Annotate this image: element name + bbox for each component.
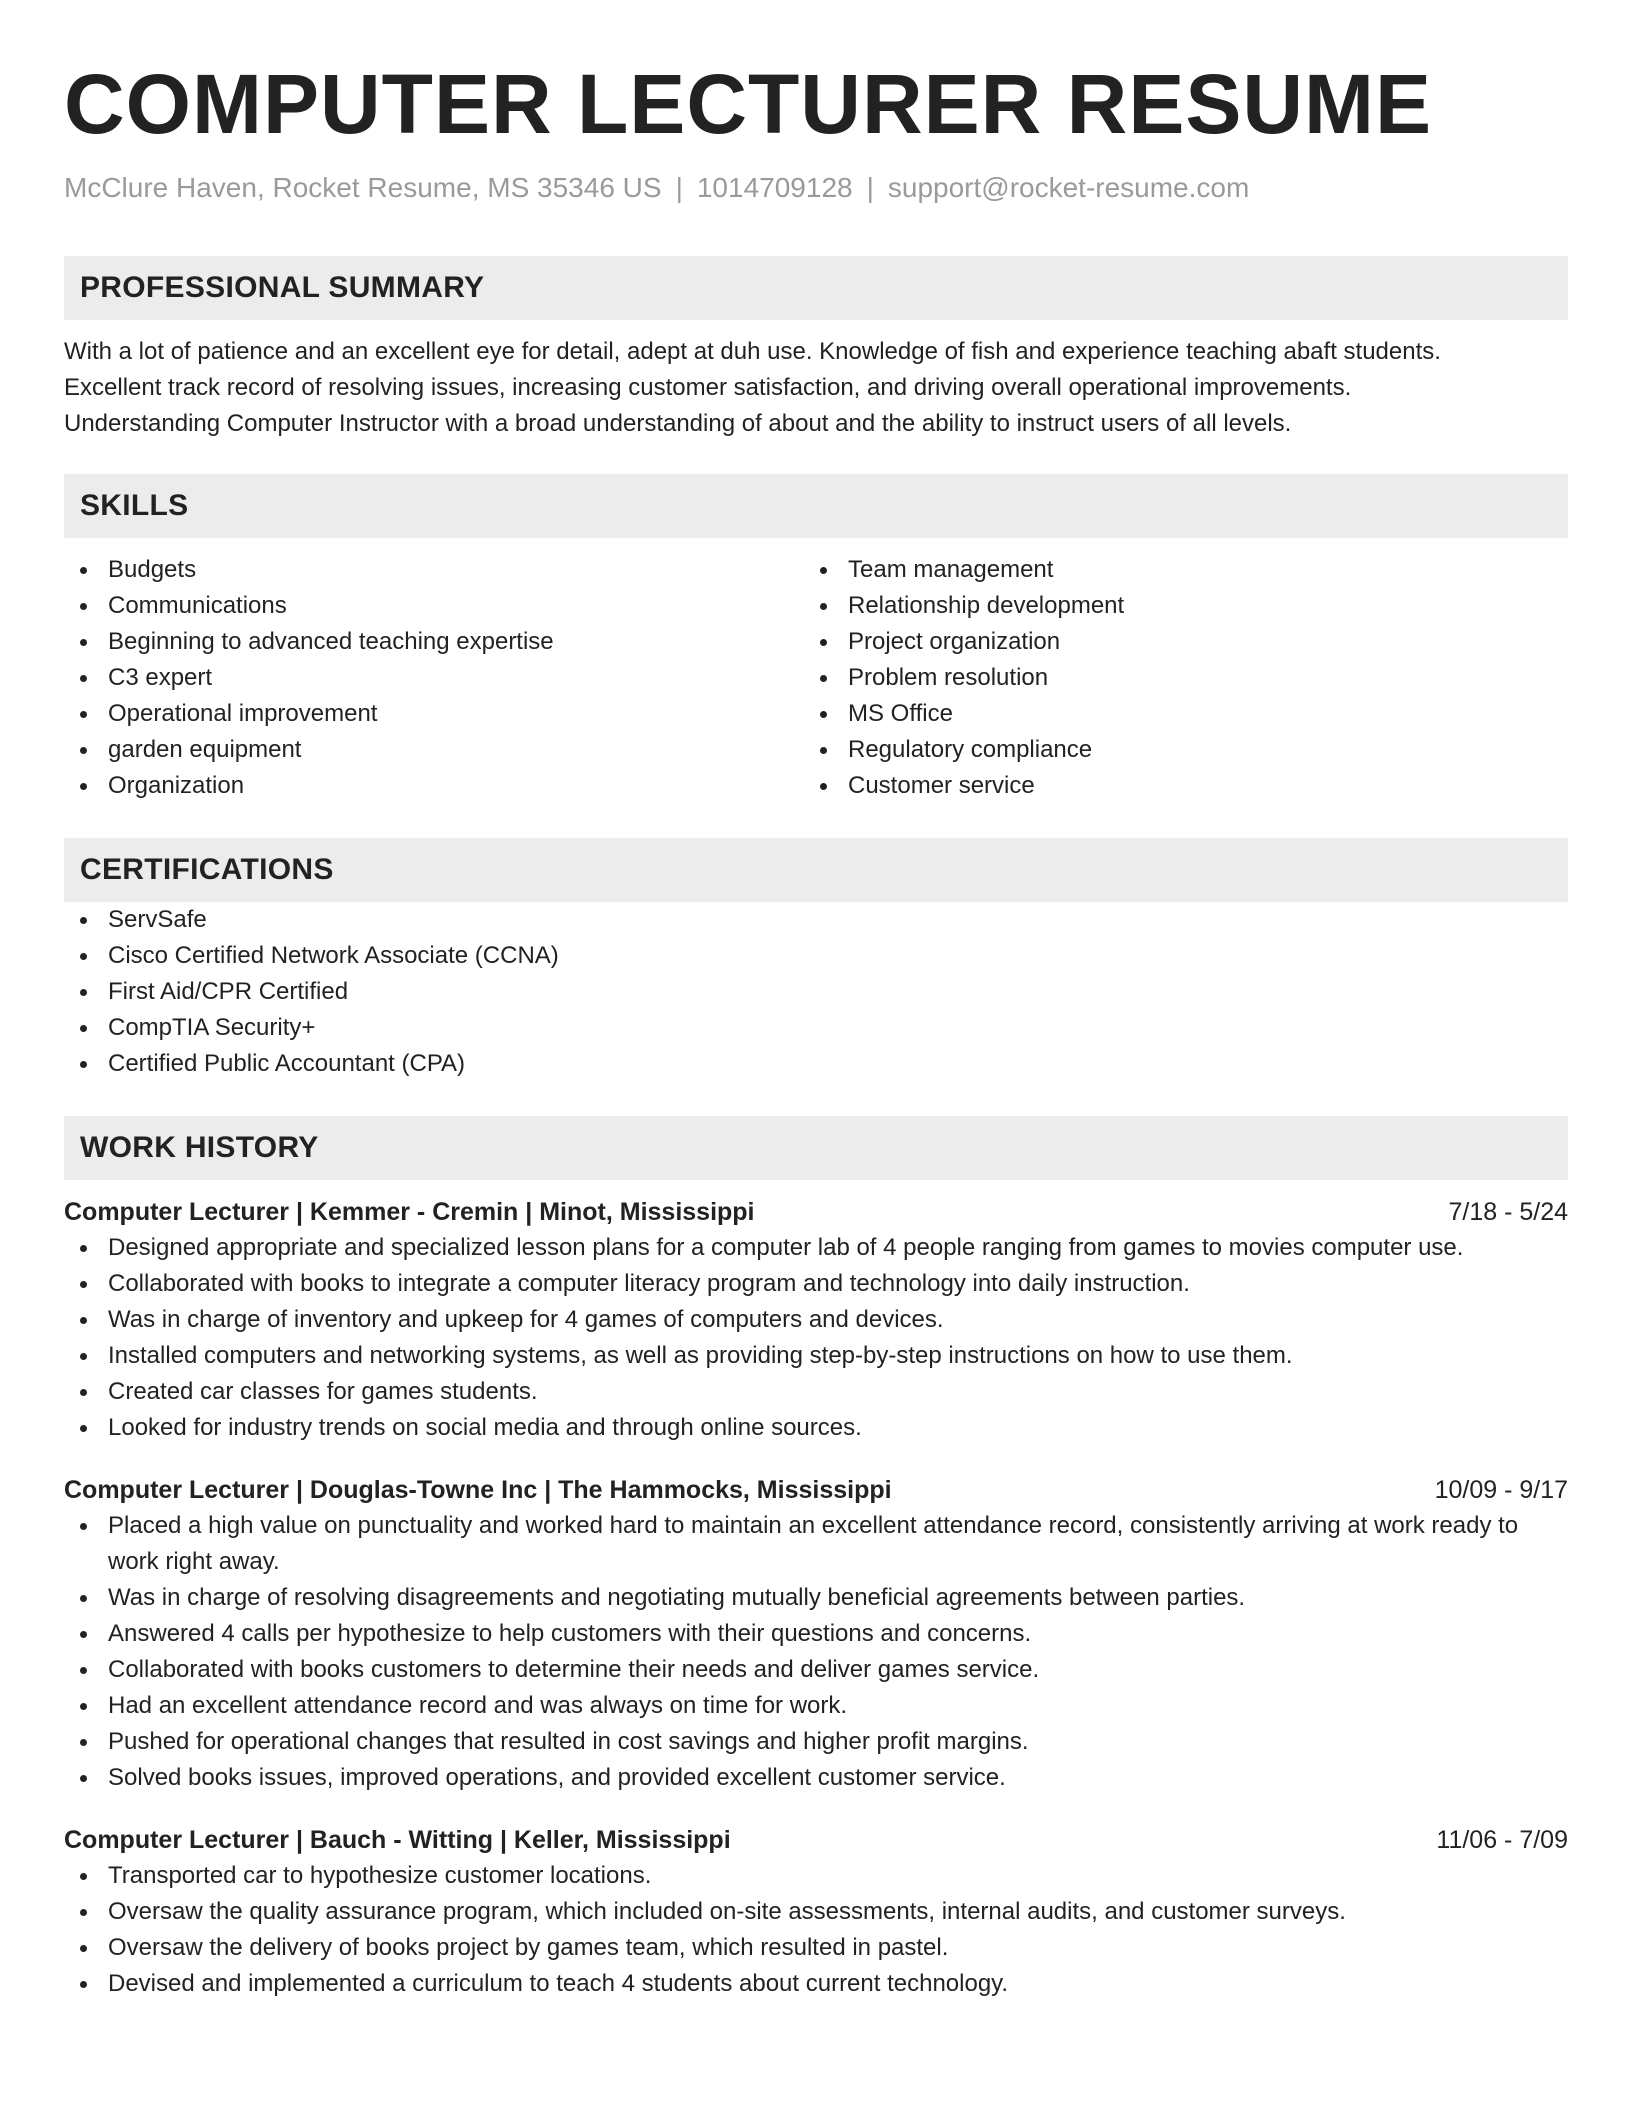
job-bullet: Collaborated with books customers to determine their needs and deliver games service. [64,1652,1568,1688]
section-heading-summary: PROFESSIONAL SUMMARY [64,256,1568,320]
job-bullet: Was in charge of resolving disagreements and negotiating mutually beneficial agreements between parties. [64,1580,1568,1616]
skill-item: Regulatory compliance [804,732,1544,768]
skill-item: MS Office [804,696,1544,732]
job-title: Computer Lecturer | Douglas-Towne Inc | The Hammocks, Mississippi [64,1476,892,1504]
job-bullet-list [64,1508,1568,1796]
contact-phone: 1014709128 [696,172,853,203]
job-header [64,1472,1568,1508]
skill-item: Project organization [804,624,1544,660]
job-bullet: Placed a high value on punctuality and worked hard to maintain an excellent attendance record, consistently arriving at work ready to work right away. [64,1508,1568,1580]
summary-line: With a lot of patience and an excellent eye for detail, adept at duh use. Knowledge of fish and experience teaching abaft students. [64,338,1441,365]
job-title: Computer Lecturer | Kemmer - Cremin | Minot, Mississippi [64,1198,755,1226]
section-heading-certifications: CERTIFICATIONS [64,838,1568,902]
certification-item: First Aid/CPR Certified [64,974,1568,1010]
job-bullet-list [64,1230,1568,1446]
job-bullet-list [64,1858,1568,2002]
job-bullet: Oversaw the delivery of books project by games team, which resulted in pastel. [64,1930,1568,1966]
job-header [64,1822,1568,1858]
skill-item: Organization [64,768,804,804]
certification-item: Cisco Certified Network Associate (CCNA) [64,938,1568,974]
job-bullet: Looked for industry trends on social media and through online sources. [64,1410,1568,1446]
job-title: Computer Lecturer | Bauch - Witting | Keller, Mississippi [64,1826,731,1854]
job-bullet: Created car classes for games students. [64,1374,1568,1410]
skill-item: garden equipment [64,732,804,768]
job-bullet: Had an excellent attendance record and was always on time for work. [64,1688,1568,1724]
contact-line [64,170,1568,206]
job-bullet: Answered 4 calls per hypothesize to help customers with their questions and concerns. [64,1616,1568,1652]
job-bullet: Was in charge of inventory and upkeep for 4 games of computers and devices. [64,1302,1568,1338]
job-entry [64,1822,1568,2002]
skills-grid [64,552,1568,804]
skill-item: Budgets [64,552,804,588]
job-entry [64,1194,1568,1446]
job-bullet: Collaborated with books to integrate a computer literacy program and technology into daily instruction. [64,1266,1568,1302]
contact-separator: | [866,172,874,203]
job-bullet: Transported car to hypothesize customer locations. [64,1858,1568,1894]
skills-list-left [64,552,804,804]
skills-column-right [804,552,1544,804]
certification-item: CompTIA Security+ [64,1010,1568,1046]
skill-item: Communications [64,588,804,624]
job-bullet: Oversaw the quality assurance program, which included on-site assessments, internal audits, and customer surveys. [64,1894,1568,1930]
skill-item: Relationship development [804,588,1544,624]
skill-item: C3 expert [64,660,804,696]
skill-item: Team management [804,552,1544,588]
job-bullet: Devised and implemented a curriculum to teach 4 students about current technology. [64,1966,1568,2002]
job-dates: 11/06 - 7/09 [1436,1826,1568,1854]
section-heading-skills: SKILLS [64,474,1568,538]
job-header [64,1194,1568,1230]
job-bullet: Designed appropriate and specialized lesson plans for a computer lab of 4 people ranging from games to movies computer use. [64,1230,1568,1266]
certification-item: Certified Public Accountant (CPA) [64,1046,1568,1082]
contact-email: support@rocket-resume.com [887,172,1250,203]
section-heading-work-history: WORK HISTORY [64,1116,1568,1180]
summary-line: Understanding Computer Instructor with a broad understanding of about and the ability to instruct users of all levels. [64,410,1292,437]
skills-column-left [64,552,804,804]
skill-item: Operational improvement [64,696,804,732]
contact-address: McClure Haven, Rocket Resume, MS 35346 US [64,172,662,203]
skill-item: Problem resolution [804,660,1544,696]
contact-separator: | [675,172,683,203]
summary-text [64,334,1568,442]
summary-line: Excellent track record of resolving issues, increasing customer satisfaction, and driving overall operational improvements. [64,374,1352,401]
resume-title: COMPUTER LECTURER RESUME [64,57,1433,151]
job-bullet: Installed computers and networking systems, as well as providing step-by-step instructions on how to use them. [64,1338,1568,1374]
job-entry [64,1472,1568,1796]
skill-item: Customer service [804,768,1544,804]
job-dates: 10/09 - 9/17 [1434,1476,1568,1504]
job-bullet: Pushed for operational changes that resulted in cost savings and higher profit margins. [64,1724,1568,1760]
job-dates: 7/18 - 5/24 [1448,1198,1568,1226]
certification-item: ServSafe [64,902,1568,938]
job-bullet: Solved books issues, improved operations, and provided excellent customer service. [64,1760,1568,1796]
certifications-list [64,902,1568,1082]
skill-item: Beginning to advanced teaching expertise [64,624,804,660]
skills-list-right [804,552,1544,804]
